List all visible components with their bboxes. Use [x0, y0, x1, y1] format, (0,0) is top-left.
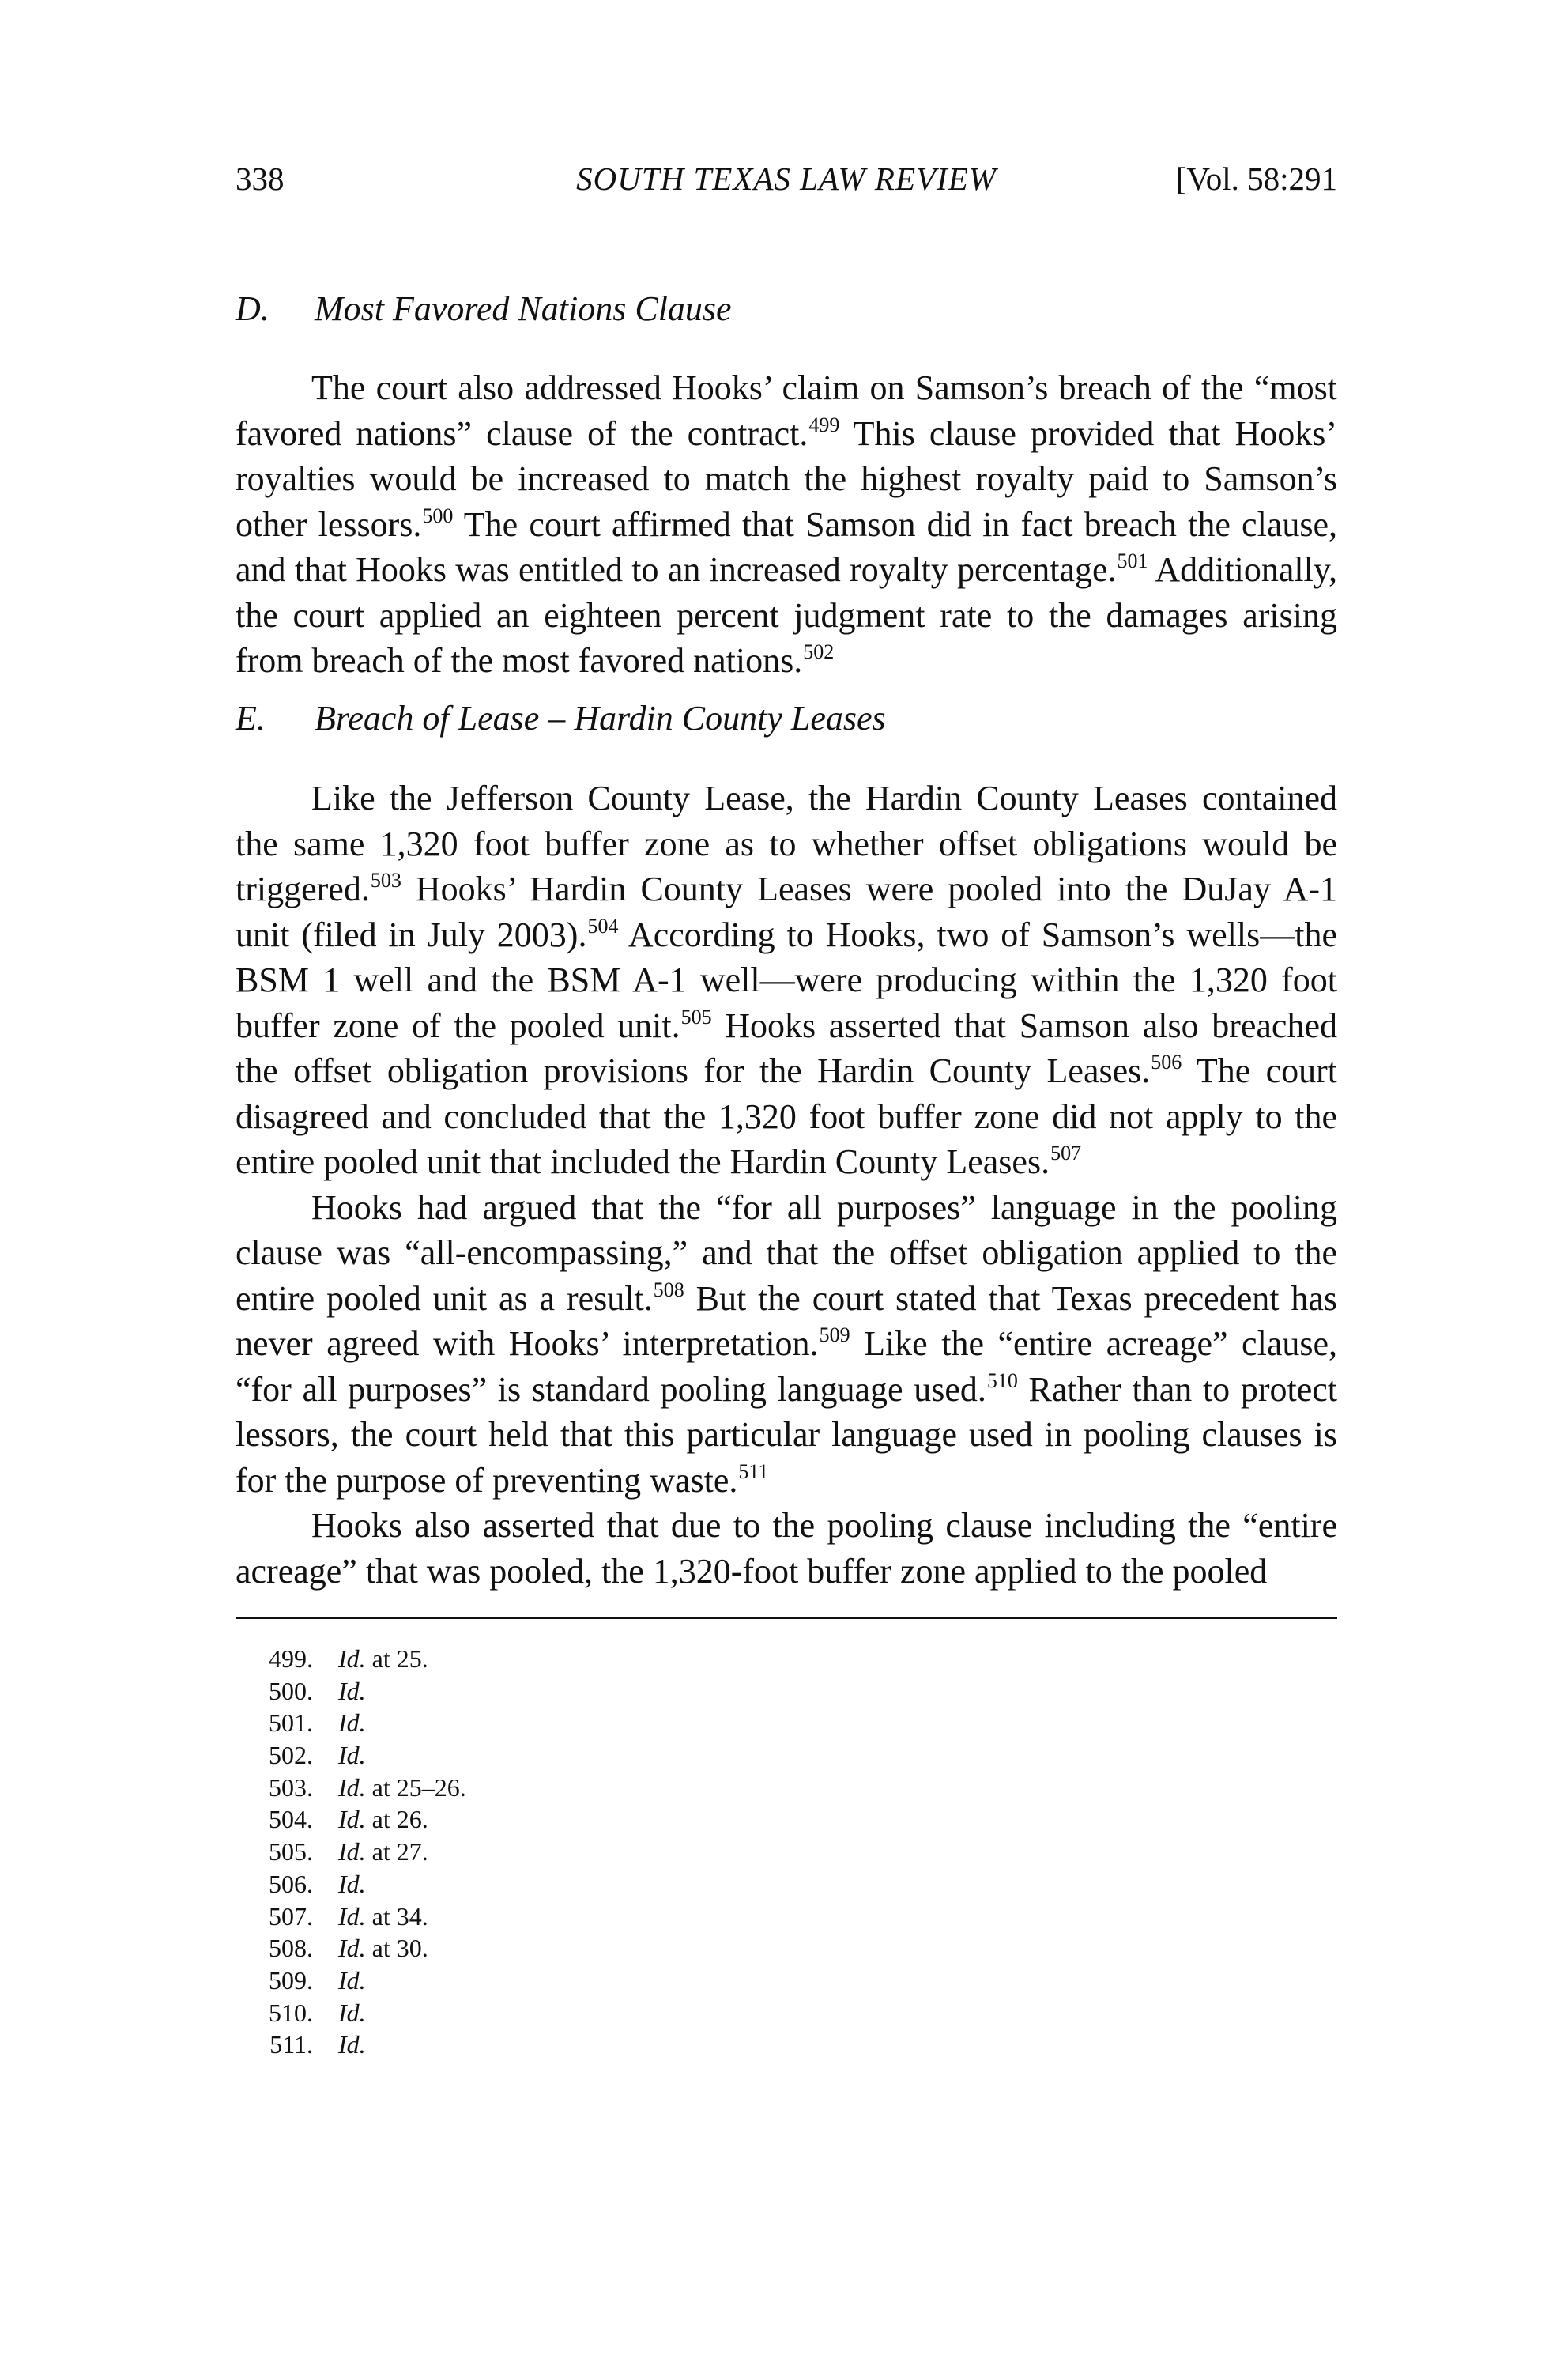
- text-run: The court affirmed that Samson did in fact breach the clause, and that Hooks was entitled to an increased royalty percentage.: [236, 504, 1337, 589]
- footnote-number: 501.: [269, 1708, 313, 1738]
- footnote-number: 505.: [269, 1837, 313, 1866]
- body-paragraph: [236, 776, 1337, 1185]
- footnote-text: [338, 1707, 366, 1739]
- footnote-text: [338, 1868, 366, 1900]
- volume-citation: [Vol. 58:291: [1175, 160, 1337, 197]
- footnote-text: [338, 1900, 428, 1933]
- footnote-number: 503.: [269, 1772, 313, 1802]
- footnote-citation-id: Id.: [338, 1644, 366, 1673]
- footnote-number: 504.: [269, 1805, 313, 1834]
- footnote-pin-cite: at 25.: [365, 1644, 428, 1673]
- text-run: Rather than to protect lessors, the court held that this particular language used in pooling clauses is for the purpose of preventing waste.: [236, 1369, 1338, 1500]
- footnote-citation-id: Id.: [338, 1869, 366, 1898]
- footnote-number: 506.: [269, 1869, 313, 1898]
- footnote-item: [236, 1772, 868, 1804]
- footnote-number: 502.: [269, 1741, 313, 1770]
- journal-title: SOUTH TEXAS LAW REVIEW: [576, 160, 997, 197]
- text-run: The court also addressed Hooks’ claim on Samson’s breach of the “most favored nations” clause of the contract.: [236, 368, 1337, 453]
- text-run: Hooks asserted that Samson also breached the offset obligation provisions for the Hardin County Leases.: [236, 1006, 1337, 1090]
- page-number: 338: [236, 160, 285, 197]
- footnote-pin-cite: at 26.: [365, 1805, 428, 1834]
- footnote-citation-id: Id.: [338, 1837, 366, 1866]
- footnote-item: [236, 1803, 868, 1836]
- footnote-item: [236, 1675, 868, 1708]
- footnote-text: [338, 1675, 366, 1708]
- footnote-marker[interactable]: 508: [653, 1278, 684, 1301]
- footnote-citation-id: Id.: [338, 1998, 366, 2027]
- footnote-citation-id: Id.: [338, 2030, 366, 2059]
- text-run: Hooks had argued that the “for all purposes” language in the pooling clause was “all-encompassing,” and that the offset obligation applied to the entire pooled unit as a result.: [236, 1187, 1337, 1318]
- footnote-text: [338, 1836, 428, 1868]
- footnote-pin-cite: at 27.: [365, 1837, 428, 1866]
- footnote-marker[interactable]: 503: [370, 869, 401, 892]
- footnote-item: [236, 1739, 868, 1772]
- footnote-item: [236, 1900, 868, 1933]
- text-run: Like the Jefferson County Lease, the Hardin County Leases contained the same 1,320 foot buffer zone as to whether offset obligations would be triggered.: [236, 779, 1337, 908]
- footnote-citation-id: Id.: [338, 1805, 366, 1834]
- footnote-item: [236, 1707, 868, 1739]
- footnote-item: [236, 2029, 868, 2061]
- text-run: Additionally, the court applied an eighteen percent judgment rate to the damages arising from breach of the most favored nations.: [236, 550, 1337, 680]
- footnote-marker[interactable]: 501: [1117, 549, 1148, 572]
- footnote-item: [236, 1965, 868, 1997]
- body-paragraph: [236, 365, 1337, 684]
- footnote-text: [338, 1803, 428, 1836]
- footnote-marker[interactable]: 504: [587, 914, 619, 938]
- footnote-item: [236, 1932, 868, 1965]
- footnote-text: [338, 1643, 428, 1675]
- footnote-number: 510.: [269, 1998, 313, 2027]
- text-run: The court disagreed and concluded that the 1,320 foot buffer zone did not apply to the entire pooled unit that included the Hardin County Leases.: [236, 1051, 1337, 1181]
- section-d-body: [236, 365, 1337, 684]
- footnote-number: 509.: [269, 1965, 313, 1995]
- footnote-marker[interactable]: 510: [986, 1368, 1018, 1392]
- body-paragraph: [236, 1503, 1337, 1594]
- footnote-text: [338, 2029, 366, 2061]
- text-run: Hooks also asserted that due to the pooling clause including the “entire acreage” that was pooled, the 1,320-foot buffer zone applied to the pooled: [236, 1506, 1337, 1591]
- footnote-pin-cite: at 34.: [365, 1901, 428, 1931]
- footnote-citation-id: Id.: [338, 1741, 366, 1770]
- footnote-text: [338, 1772, 466, 1804]
- section-e-title: Breach of Lease – Hardin County Leases: [315, 699, 886, 738]
- text-run: Like the “entire acreage” clause, “for all purposes” is standard pooling language used.: [236, 1324, 1337, 1409]
- text-run: But the court stated that Texas precedent has never agreed with Hooks’ interpretation.: [236, 1278, 1337, 1363]
- section-e-body: [236, 776, 1337, 1594]
- text-run: Hooks’ Hardin County Leases were pooled into the DuJay A-1 unit (filed in July 2003).: [236, 870, 1337, 954]
- footnote-item: [236, 1643, 868, 1675]
- section-e-letter: E.: [236, 699, 266, 738]
- text-run: This clause provided that Hooks’ royalties would be increased to match the highest royalty paid to Samson’s other lessors.: [236, 413, 1337, 544]
- footnote-item: [236, 1868, 868, 1900]
- footnote-marker[interactable]: 500: [422, 504, 454, 527]
- footnote-marker[interactable]: 499: [808, 413, 840, 436]
- footnote-marker[interactable]: 506: [1151, 1051, 1182, 1074]
- footnote-number: 508.: [269, 1934, 313, 1963]
- footnote-citation-id: Id.: [338, 1934, 366, 1963]
- footnote-marker[interactable]: 509: [819, 1323, 850, 1346]
- footnote-number: 500.: [269, 1676, 313, 1705]
- footnote-text: [338, 1739, 366, 1772]
- footnote-number: 507.: [269, 1901, 313, 1931]
- footnote-text: [338, 1997, 366, 2029]
- footnote-separator: [236, 1617, 1337, 1619]
- footnote-marker[interactable]: 511: [738, 1459, 769, 1483]
- footnote-item: [236, 1997, 868, 2029]
- footnote-pin-cite: at 25–26.: [365, 1772, 466, 1802]
- body-paragraph: [236, 1185, 1337, 1504]
- footnote-marker[interactable]: 505: [680, 1005, 712, 1029]
- footnote-marker[interactable]: 507: [1050, 1142, 1082, 1164]
- footnote-text: [338, 1932, 428, 1965]
- footnote-citation-id: Id.: [338, 1901, 366, 1931]
- footnote-number: 511.: [270, 2030, 313, 2059]
- text-run: According to Hooks, two of Samson’s wells—the BSM 1 well and the BSM A-1 well—were producing within the 1,320 foot buffer zone of the pooled unit.: [236, 915, 1337, 1045]
- footnote-citation-id: Id.: [338, 1708, 366, 1738]
- footnote-citation-id: Id.: [338, 1965, 366, 1995]
- footnote-marker[interactable]: 502: [803, 640, 835, 663]
- section-d-heading: [236, 286, 732, 331]
- footnote-pin-cite: at 30.: [365, 1934, 428, 1963]
- section-d-letter: D.: [236, 289, 270, 328]
- footnote-item: [236, 1836, 868, 1868]
- section-d-title: Most Favored Nations Clause: [315, 289, 732, 328]
- footnote-citation-id: Id.: [338, 1676, 366, 1705]
- footnotes-list: [236, 1643, 868, 2061]
- section-e-heading: [236, 696, 886, 741]
- running-header: [236, 155, 1337, 202]
- footnote-citation-id: Id.: [338, 1772, 366, 1802]
- footnote-number: 499.: [269, 1644, 313, 1673]
- footnote-text: [338, 1965, 366, 1997]
